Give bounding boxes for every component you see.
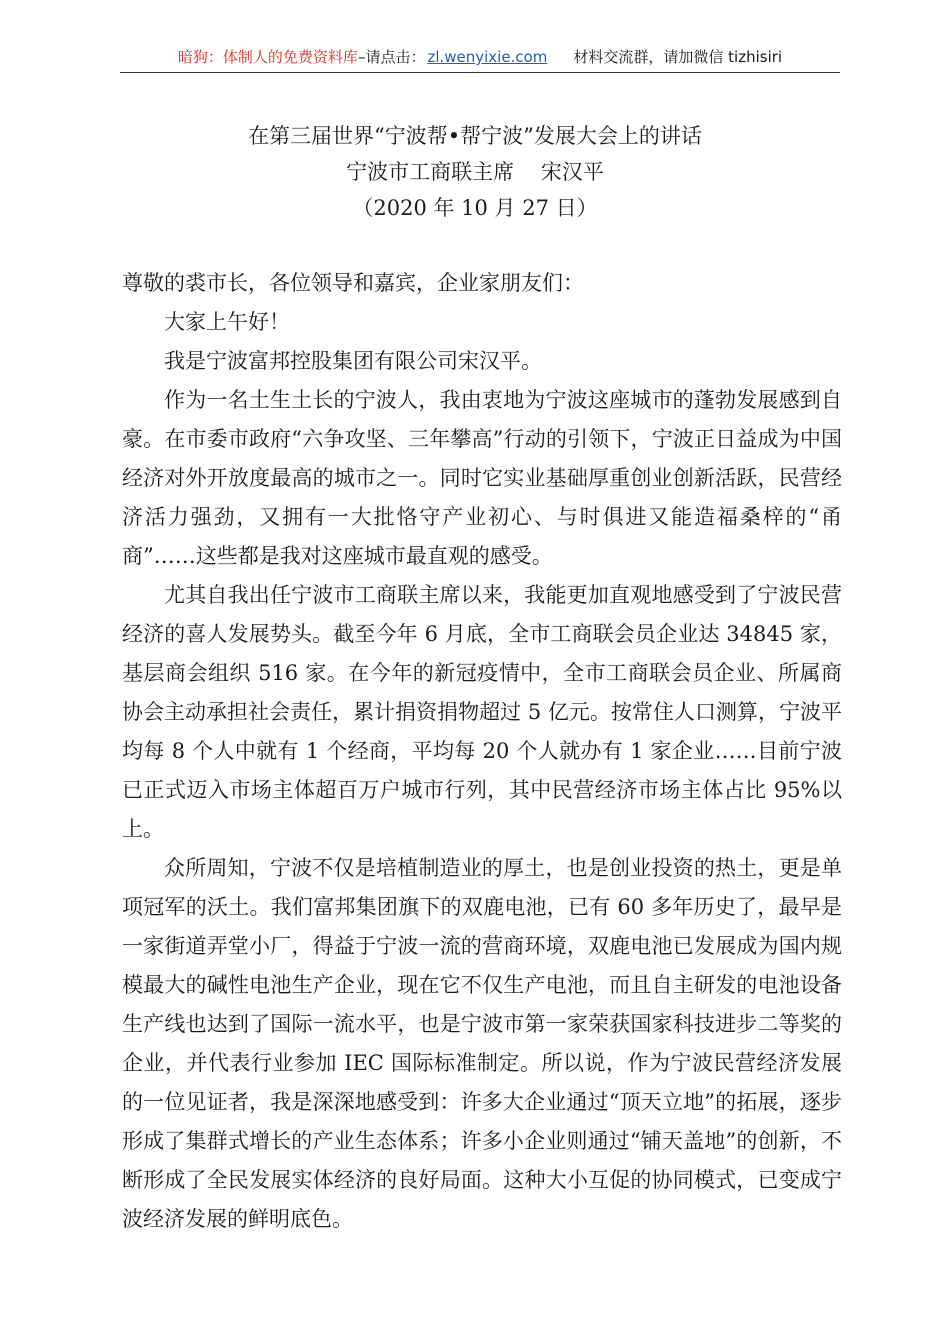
header-click-prompt: –请点击： — [357, 48, 426, 66]
document-body — [122, 264, 842, 1239]
paragraph: 作为一名土生土长的宁波人，我由衷地为宁波这座城市的蓬勃发展感到自豪。在市委市政府“六争攻坚、三年攀高”行动的引领下，宁波正日益成为中国经济对外开放度最高的城市之一。同时它实业基础厚重创业创新活跃，民营经济活力强劲，又拥有一大批恪守产业初心、与时俱进又能造福桑梓的“甬商”……这些都是我对这座城市最直观的感受。 — [122, 388, 842, 568]
paragraph: 众所周知，宁波不仅是培植制造业的厚土，也是创业投资的热土，更是单项冠军的沃土。我们富邦集团旗下的双鹿电池，已有 60 多年历史了，最早是一家街道弄堂小厂，得益于宁波一流的营商环境，双鹿电池已发展成为国内规模最大的碱性电池生产企业，现在它不仅生产电池，而且自主研发的电池设备生产线也达到了国际一流水平，也是宁波市第一家荣获国家科技进步二等奖的企业，并代表行业参加 IEC 国际标准制定。所以说，作为宁波民营经济发展的一位见证者，我是深深地感受到：许多大企业通过“顶天立地”的拓展，逐步形成了集群式增长的产业生态体系；许多小企业则通过“铺天盖地”的创新，不断形成了全民发展实体经济的良好局面。这种大小互促的协同模式，已变成宁波经济发展的鲜明底色。 — [122, 856, 842, 1231]
page-header — [120, 46, 840, 73]
document-speaker: 宁波市工商联主席 宋汉平 — [346, 160, 604, 184]
header-brand: 暗狗：体制人的免费资料库 — [177, 48, 358, 66]
paragraph: 大家上午好！ — [164, 310, 290, 334]
header-link[interactable]: zl.wenyixie.com — [427, 48, 548, 66]
paragraph: 尤其自我出任宁波市工商联主席以来，我能更加直观地感受到了宁波民营经济的喜人发展势头。截至今年 6 月底，全市工商联会员企业达 34845 家，基层商会组织 516 家。在今年的新冠疫情中，全市工商联会员企业、所属商协会主动承担社会责任，累计捐资捐物超过 5 亿元。按常住人口测算，宁波平均每 8 个人中就有 1 个经商，平均每 20 个人就办有 1 家企业……目前宁波已正式迈入市场主体超百万户城市行列，其中民营经济市场主体占比 95%以上。 — [122, 583, 842, 841]
paragraph: 我是宁波富邦控股集团有限公司宋汉平。 — [164, 349, 542, 373]
header-group-text: 材料交流群，请加微信 tizhisiri — [573, 48, 783, 66]
salutation: 尊敬的裘市长，各位领导和嘉宾，企业家朋友们： — [122, 271, 584, 295]
document-date: （2020 年 10 月 27 日） — [352, 196, 598, 220]
document-title: 在第三届世界“宁波帮•帮宁波”发展大会上的讲话 — [248, 124, 702, 148]
document-heading — [0, 118, 950, 226]
